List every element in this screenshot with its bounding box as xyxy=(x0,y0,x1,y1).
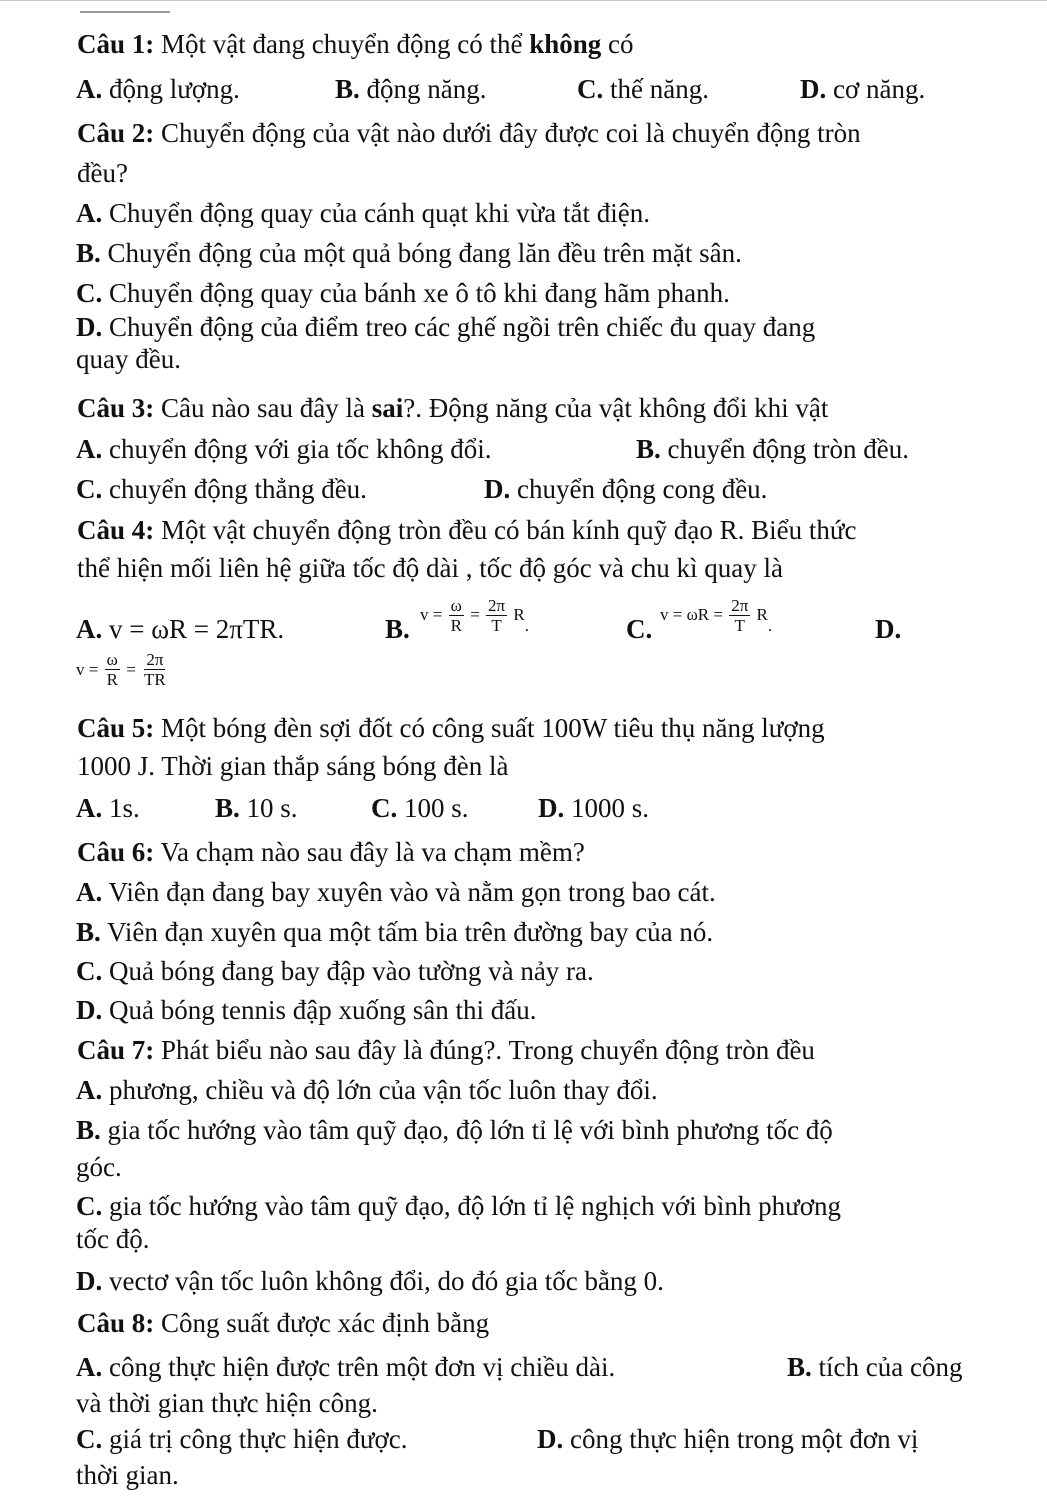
question-2: Câu 2: Chuyển động của vật nào dưới đây được coi là chuyển động tròn xyxy=(77,118,861,148)
q7-option-b-cont: góc. xyxy=(76,1152,122,1182)
q7-option-c-cont: tốc độ. xyxy=(76,1224,150,1254)
q8-option-a: A. công thực hiện được trên một đơn vị chiều dài. xyxy=(76,1352,616,1382)
q6-option-a: A. Viên đạn đang bay xuyên vào và nằm gọn trong bao cát. xyxy=(76,877,716,907)
q6-option-c: C. Quả bóng đang bay đập vào tường và nảy ra. xyxy=(76,956,594,986)
q2-option-d-cont: quay đều. xyxy=(76,344,181,374)
q2-option-d: D. Chuyển động của điểm treo các ghế ngồi trên chiếc đu quay đang xyxy=(76,312,816,342)
q4-option-d-formula: v = $\frac{\omega}{R}$ = $\frac{2\pi}{TR}$ xyxy=(76,650,166,689)
q8-option-b: B. tích của công xyxy=(787,1352,963,1382)
q7-option-d: D. vectơ vận tốc luôn không đổi, do đó gia tốc bằng 0. xyxy=(76,1266,664,1296)
q4-option-b-formula: v = $\frac{\omega}{R}$ = $\frac{2\pi}{T}$ R. xyxy=(420,595,529,635)
q6-option-b: B. Viên đạn xuyên qua một tấm bia trên đường bay của nó. xyxy=(76,917,714,947)
q1-option-b: B. động năng. xyxy=(335,74,487,104)
question-4-cont: thể hiện mối liên hệ giữa tốc độ dài , tốc độ góc và chu kì quay là xyxy=(77,553,783,583)
question-8: Câu 8: Công suất được xác định bằng xyxy=(77,1308,490,1338)
q5-option-b: B. 10 s. xyxy=(215,793,298,823)
q6-option-d: D. Quả bóng tennis đập xuống sân thi đấu. xyxy=(76,995,537,1025)
q5-option-c: C. 100 s. xyxy=(371,793,469,823)
q1-option-d: D. cơ năng. xyxy=(800,74,926,104)
q7-option-b: B. gia tốc hướng vào tâm quỹ đạo, độ lớn tỉ lệ với bình phương tốc độ xyxy=(76,1115,833,1145)
q4-option-a: A. v = ωR = 2πTR. xyxy=(76,614,285,644)
question-6: Câu 6: Va chạm nào sau đây là va chạm mềm? xyxy=(77,837,585,867)
q3-option-d: D. chuyển động cong đều. xyxy=(484,474,768,504)
q2-option-a: A. Chuyển động quay của cánh quạt khi vừa tắt điện. xyxy=(76,198,650,228)
question-4: Câu 4: Một vật chuyển động tròn đều có bán kính quỹ đạo R. Biểu thức xyxy=(77,515,857,545)
question-1: Câu 1: Một vật đang chuyển động có thể không có xyxy=(77,29,634,59)
q8-option-d: D. công thực hiện trong một đơn vị xyxy=(537,1424,919,1454)
q2-option-c: C. Chuyển động quay của bánh xe ô tô khi đang hãm phanh. xyxy=(76,278,730,308)
q7-option-a: A. phương, chiều và độ lớn của vận tốc luôn thay đổi. xyxy=(76,1075,658,1105)
question-3: Câu 3: Câu nào sau đây là sai?. Động năng của vật không đổi khi vật xyxy=(77,393,829,423)
q8-option-d-cont: thời gian. xyxy=(76,1460,179,1490)
q7-option-c: C. gia tốc hướng vào tâm quỹ đạo, độ lớn tỉ lệ nghịch với bình phương xyxy=(76,1191,842,1221)
question-2-cont: đều? xyxy=(77,158,128,188)
q3-option-a: A. chuyển động với gia tốc không đổi. xyxy=(76,434,492,464)
q4-option-c-label: C. xyxy=(626,614,653,644)
q5-option-d: D. 1000 s. xyxy=(538,793,650,823)
q3-option-c: C. chuyển động thẳng đều. xyxy=(76,474,367,504)
q4-option-b-label: B. xyxy=(385,614,410,644)
q4-option-c-formula: v = ωR = $\frac{2\pi}{T}$ R. xyxy=(660,595,773,635)
page-top-edge xyxy=(0,0,1047,19)
q5-option-a: A. 1s. xyxy=(76,793,140,823)
q2-option-b: B. Chuyển động của một quả bóng đang lăn đều trên mặt sân. xyxy=(76,238,742,268)
q4-option-d-label: D. xyxy=(875,614,902,644)
q8-option-b-cont: và thời gian thực hiện công. xyxy=(76,1388,378,1418)
question-5-cont: 1000 J. Thời gian thắp sáng bóng đèn là xyxy=(77,751,509,781)
q8-option-c: C. giá trị công thực hiện được. xyxy=(76,1424,408,1454)
question-5: Câu 5: Một bóng đèn sợi đốt có công suất 100W tiêu thụ năng lượng xyxy=(77,713,825,743)
q1-option-a: A. động lượng. xyxy=(76,74,240,104)
q1-option-c: C. thế năng. xyxy=(577,74,709,104)
q3-option-b: B. chuyển động tròn đều. xyxy=(636,434,909,464)
question-7: Câu 7: Phát biểu nào sau đây là đúng?. Trong chuyển động tròn đều xyxy=(77,1035,815,1065)
